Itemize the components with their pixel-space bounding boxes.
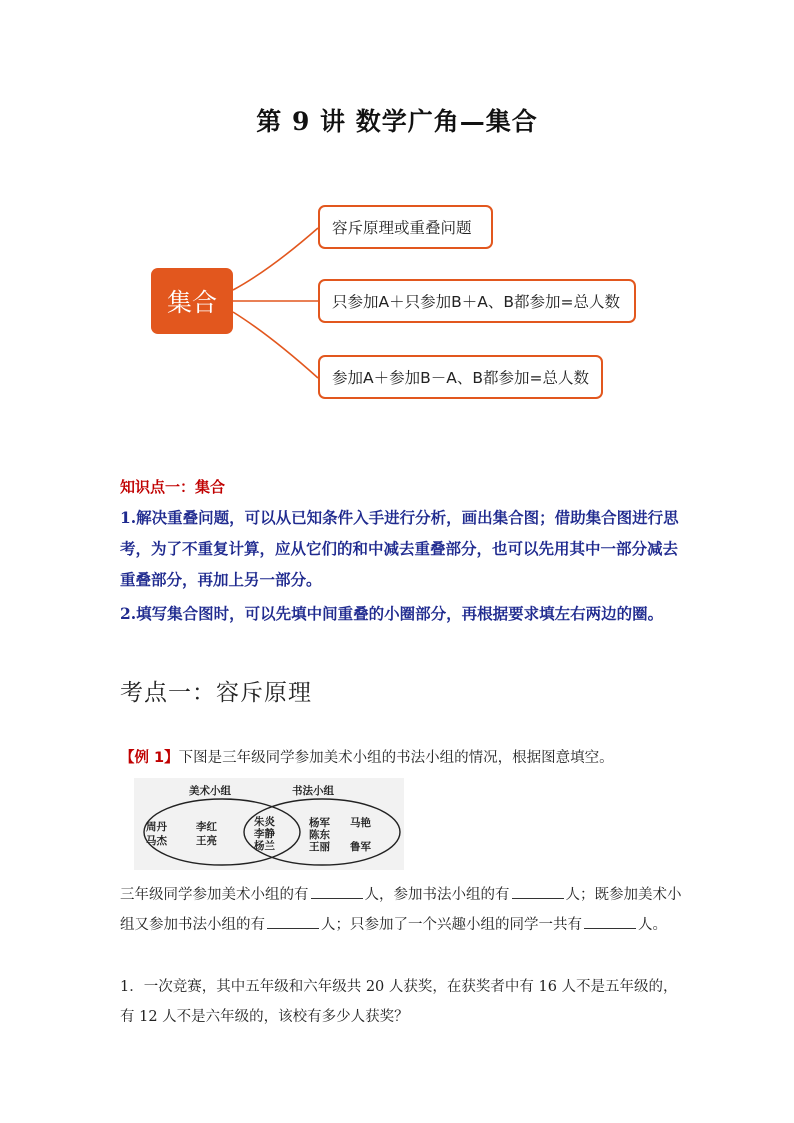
venn-left-name: 周丹 [146,821,167,833]
mindmap-node-3: 参加A＋参加B－A、B都参加=总人数 [318,355,603,399]
example-line [120,746,614,767]
knowledge-point-2: 2.填写集合图时，可以先填中间重叠的小圈部分，再根据要求填左右两边的圈。 [120,604,664,623]
venn-right-label: 书法小组 [292,785,334,797]
venn-middle-name: 朱炎 [254,816,275,828]
venn-right-name: 马艳 [350,817,371,829]
venn-left-name: 李红 [196,821,217,833]
venn-diagram [134,778,404,870]
venn-right-name: 杨军 [309,817,330,829]
venn-middle-name: 李静 [254,828,275,840]
answer-blank-4[interactable] [584,914,636,929]
venn-middle-name: 杨兰 [254,840,275,852]
venn-right-name: 陈东 [309,829,330,841]
fill-text-2: 人，参加书法小组的有 [364,887,510,903]
example-text: 下图是三年级同学参加美术小组的书法小组的情况，根据图意填空。 [178,750,614,766]
fill-text-1: 三年级同学参加美术小组的有 [120,887,309,903]
answer-blank-2[interactable] [512,884,564,899]
mindmap-node-2: 只参加A＋只参加B＋A、B都参加=总人数 [318,279,636,323]
answer-blank-1[interactable] [311,884,363,899]
venn-right-name: 鲁军 [350,841,371,853]
knowledge-title: 知识点一：集合 [120,478,226,496]
mindmap-node-1: 容斥原理或重叠问题 [318,205,493,249]
question-1: 1．一次竞赛，其中五年级和六年级共 20 人获奖，在获奖者中有 16 人不是五年级的，有 12 人不是六年级的，该校有多少人获奖？ [120,979,678,1025]
fill-text-4: 人；只参加了一个兴趣小组的同学一共有 [321,917,582,933]
example-tag: 【例 1】 [120,750,179,766]
venn-left-label: 美术小组 [189,785,231,797]
venn-left-name: 王亮 [196,835,217,847]
answer-blank-3[interactable] [267,914,319,929]
exam-point-heading: 考点一：容斥原理 [120,680,312,706]
fill-in-paragraph [120,880,690,940]
mindmap-root: 集合 [151,268,233,334]
page-title: 第 9 讲 数学广角—集合 [256,107,538,136]
fill-text-5: 人。 [638,917,667,933]
venn-left-name: 马杰 [146,835,167,847]
fill-text-3: 人；既参加美术小组又参加书法小组的有 [120,887,682,933]
venn-right-name: 王丽 [309,841,330,853]
knowledge-point-1: 1.解决重叠问题，可以从已知条件入手进行分析，画出集合图；借助集合图进行思考，为了不重复计算，应从它们的和中减去重叠部分，也可以先用其中一部分减去重叠部分，再加上另一部分。 [120,508,679,589]
